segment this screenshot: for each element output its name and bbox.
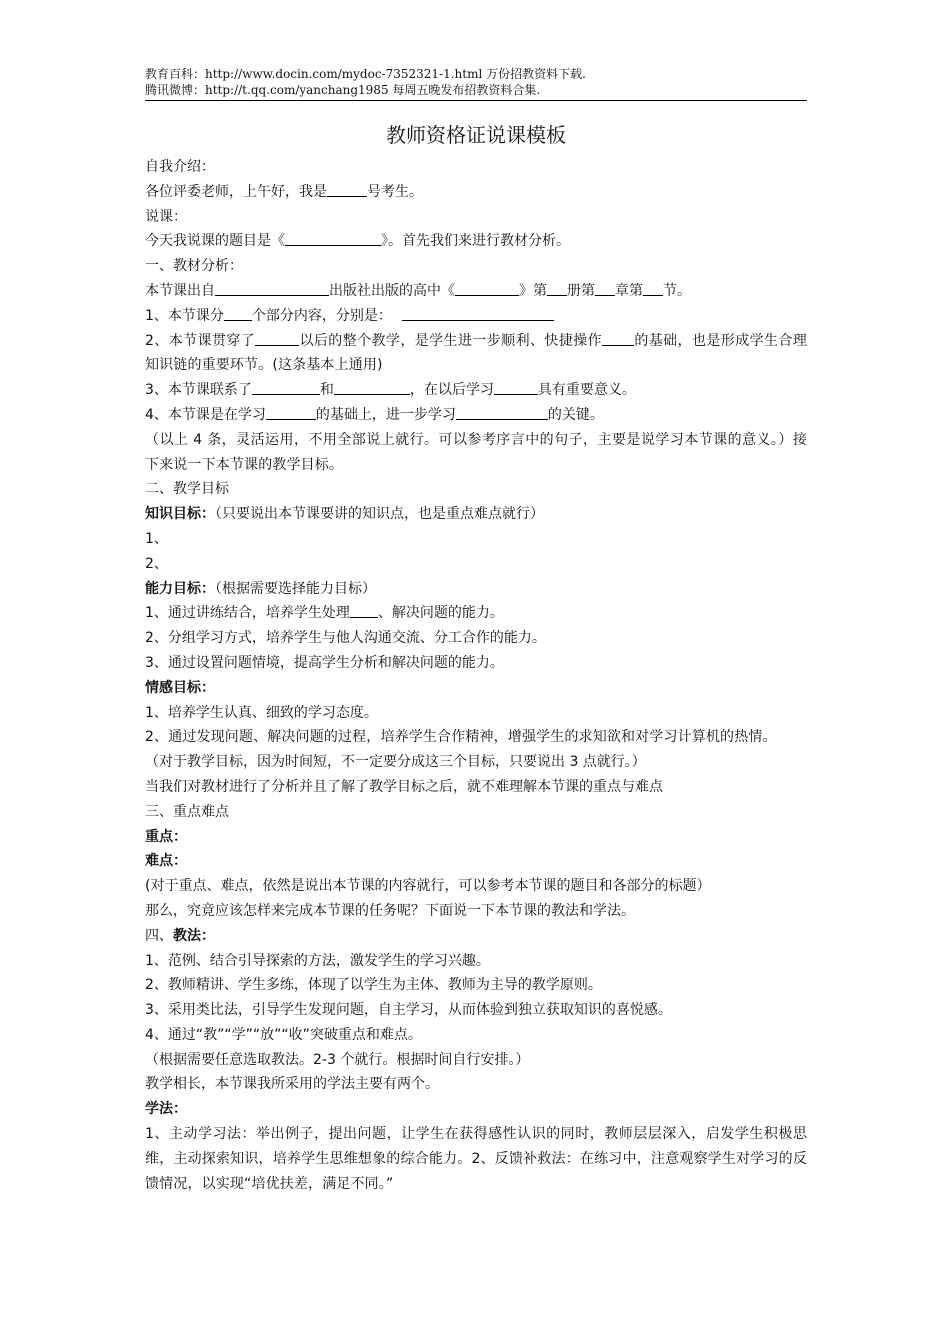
section-4-number: 四、 (145, 927, 173, 944)
text-segment: ，在以后学习 (409, 382, 494, 399)
ability-goals (145, 577, 807, 602)
fill-blank (285, 230, 381, 246)
fill-blank (602, 330, 634, 346)
fill-blank (266, 404, 316, 420)
material-item-2 (145, 329, 807, 379)
methods-transition: 教学相长，本节课我所采用的学法主要有两个。 (145, 1076, 439, 1093)
header-rule (145, 100, 807, 101)
text-segment: 的关键。 (547, 406, 604, 423)
material-item-4 (145, 403, 807, 428)
emotion-label: 情感目标： (145, 679, 215, 696)
fill-blank (547, 280, 567, 296)
fill-blank (327, 181, 367, 197)
material-item-3 (145, 378, 807, 403)
teaching-method-label: 教法： (173, 927, 215, 944)
text-segment: 》第 (519, 282, 547, 299)
material-item-1 (145, 304, 807, 329)
text-segment: 和 (319, 382, 334, 399)
talk-text-b: 》。首先我们来进行教材分析。 (381, 233, 570, 250)
ability-label: 能力目标： (145, 580, 215, 597)
text-segment: 1、本节课分 (145, 307, 224, 324)
fill-blank (595, 280, 615, 296)
fill-blank (334, 379, 410, 395)
fill-blank (255, 330, 299, 346)
ability-item-1 (145, 601, 807, 626)
goals-transition: 当我们对教材进行了分析并且了解了教学目标之后，就不难理解本节课的重点与难点 (145, 778, 663, 795)
fill-blank (402, 305, 554, 321)
emotion-item-2: 2、通过发现问题、解决问题的过程，培养学生合作精神，增强学生的求知欲和对学习计算机的热情。 (145, 729, 777, 746)
ability-item-2: 2、分组学习方式，培养学生与他人沟通交流、分工合作的能力。 (145, 630, 546, 647)
fill-blank (455, 280, 519, 296)
document-page (145, 66, 807, 1196)
text-segment: 、解决问题的能力。 (377, 605, 504, 622)
text-segment: 节。 (663, 282, 691, 299)
text-segment: 的基础上，进一步学习 (315, 406, 456, 423)
text-segment: 以后的整个教学，是学生进一步顺利、快捷操作 (299, 332, 603, 349)
intro-line (145, 180, 807, 205)
talk-line (145, 229, 807, 254)
knowledge-label: 知识目标： (145, 506, 215, 523)
fill-blank (350, 602, 378, 618)
section-4-heading (145, 924, 807, 949)
emotion-item-1: 1、培养学生认真、细致的学习态度。 (145, 704, 378, 721)
material-note: （以上 4 条，灵活运用，不用全部说上就行。可以参考序言中的句子，主要是说学习本节课的意义。）接下来说一下本节课的教学目标。 (145, 431, 807, 473)
text-segment: 具有重要意义。 (537, 382, 636, 399)
talk-text-a: 今天我说课的题目是《 (145, 233, 285, 250)
fill-blank (643, 280, 663, 296)
methods-note: （根据需要任意选取教法。2-3 个就行。根据时间自行安排。） (145, 1051, 530, 1068)
goals-note: （对于教学目标，因为时间短，不一定要分成这三个目标，只要说出 3 点就行。） (145, 754, 646, 771)
text-segment: 个部分内容，分别是： (251, 307, 392, 324)
ability-note: （根据需要选择能力目标） (215, 580, 376, 597)
fill-blank (252, 379, 320, 395)
method-item-1: 1、范例、结合引导探索的方法，激发学生的学习兴趣。 (145, 952, 490, 969)
study-method-label: 学法： (145, 1101, 187, 1118)
knowledge-note: （只要说出本节课要讲的知识点，也是重点难点就行） (215, 506, 544, 523)
fill-blank (224, 305, 252, 321)
keypoints-note: (对于重点、难点，依然是说出本节课的内容就行，可以参考本节课的题目和各部分的标题） (145, 878, 711, 895)
header-line-2: 腾讯微博：http://t.qq.com/yanchang1985 每周五晚发布招教资料合集. (145, 83, 541, 97)
text-segment: 1、通过讲练结合，培养学生处理 (145, 605, 350, 622)
section-3-heading: 三、重点难点 (145, 803, 229, 820)
talk-heading: 说课： (145, 208, 187, 225)
material-source (145, 279, 807, 304)
method-item-3: 3、采用类比法，引导学生发现问题，自主学习，从而体验到独立获取知识的喜悦感。 (145, 1002, 672, 1019)
text-segment: 4、本节课是在学习 (145, 406, 266, 423)
text-segment: 本节课出自 (145, 282, 215, 299)
knowledge-goals (145, 502, 807, 527)
method-item-4: 4、通过“教”“学”“放”“收”突破重点和难点。 (145, 1026, 422, 1043)
intro-text-b: 号考生。 (367, 183, 423, 200)
page-title: 教师资格证说课模板 (386, 123, 566, 147)
intro-text-a: 各位评委老师，上午好，我是 (145, 183, 327, 200)
text-segment: 章第 (615, 282, 643, 299)
text-segment: 册第 (567, 282, 595, 299)
section-1-heading: 一、教材分析： (145, 258, 243, 275)
intro-heading: 自我介绍： (145, 159, 215, 175)
knowledge-item-2: 2、 (145, 555, 168, 572)
method-item-2: 2、教师精讲、学生多练，体现了以学生为主体、教师为主导的教学原则。 (145, 977, 602, 994)
fill-blank (456, 404, 548, 420)
fill-blank (215, 280, 329, 296)
text-segment: 出版社出版的高中《 (329, 282, 455, 299)
text-segment: 的基础，也是形成学生合理知识链的重要环节。(这条基本上通用) (145, 332, 807, 374)
ability-item-3: 3、通过设置问题情境，提高学生分析和解决问题的能力。 (145, 654, 504, 671)
text-segment: 2、本节课贯穿了 (145, 332, 256, 349)
keypoints-transition: 那么，究竟应该怎样来完成本节课的任务呢？下面说一下本节课的教法和学法。 (145, 902, 635, 919)
header-line-1: 教育百科：http://www.docin.com/mydoc-7352321-1.html 万份招教资料下载. (145, 67, 586, 81)
study-method-text: 1、主动学习法：举出例子，提出问题，让学生在获得感性认识的同时，教师层层深入，启发学生积极思维，主动探索知识，培养学生思维想象的综合能力。2、反馈补救法：在练习中，注意观察学生对学习的反馈情况，以实现“培优扶差，满足不同。” (145, 1126, 807, 1192)
section-2-heading: 二、教学目标 (145, 481, 229, 498)
fill-blank (494, 379, 538, 395)
text-segment: 3、本节课联系了 (145, 382, 252, 399)
knowledge-item-1: 1、 (145, 530, 168, 547)
difficulty-label: 难点： (145, 853, 187, 870)
key-point-label: 重点： (145, 828, 187, 845)
